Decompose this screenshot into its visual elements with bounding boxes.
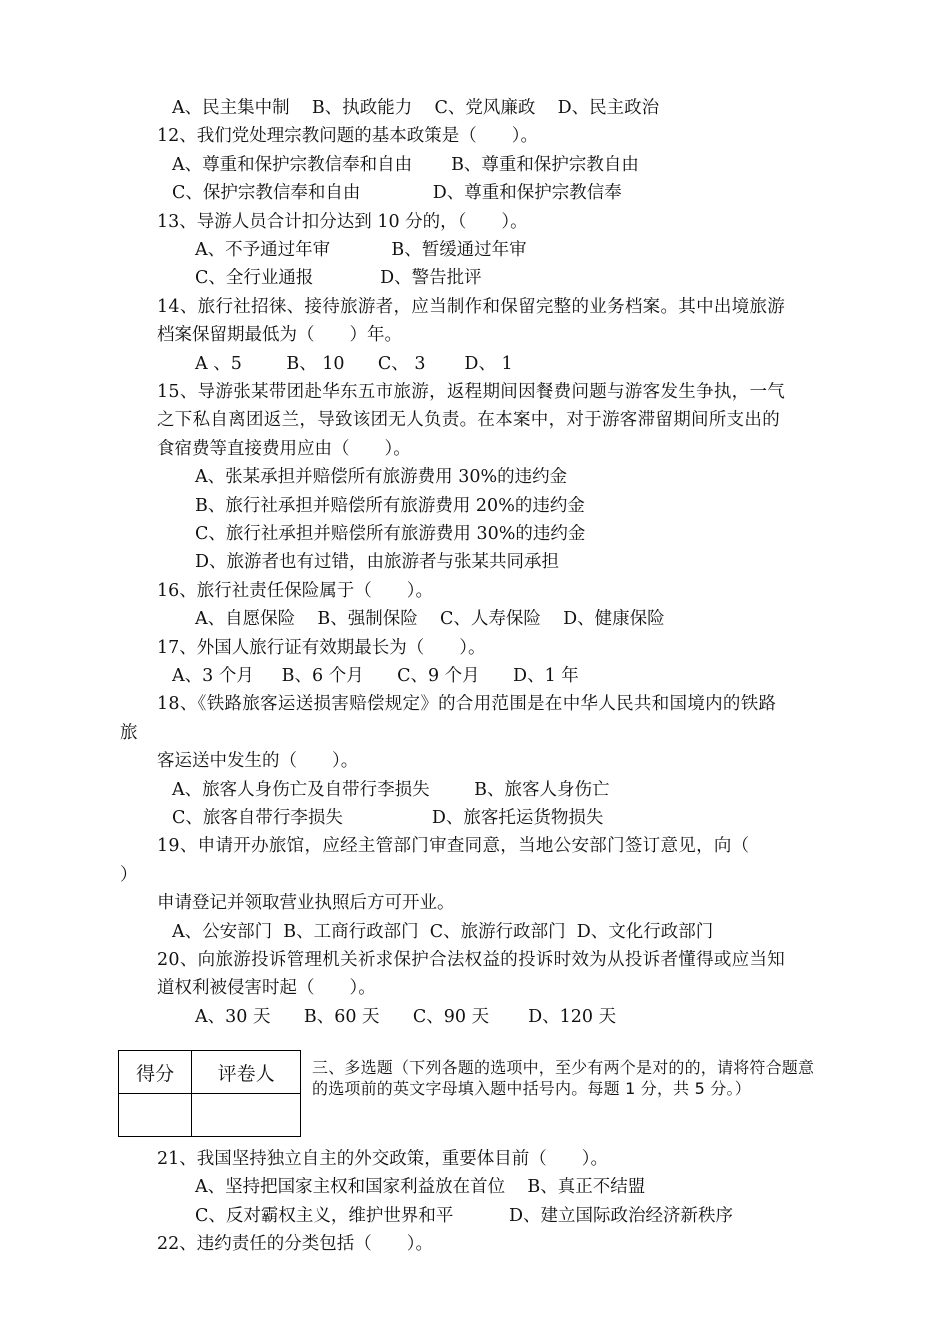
question-14-line1: 14、旅行社招徕、接待旅游者，应当制作和保留完整的业务档案。其中出境旅游 (157, 297, 786, 317)
score-header: 得分 (119, 1051, 192, 1094)
q18-options-row2: C、旅客自带行李损失 D、旅客托运货物损失 (172, 808, 604, 828)
q17-options: A、3 个月 B、6 个月 C、9 个月 D、1 年 (172, 666, 579, 686)
question-20-line1: 20、向旅游投诉管理机关祈求保护合法权益的投诉时效为从投诉者懂得或应当知 (157, 950, 786, 970)
question-19-line1: 19、申请开办旅馆，应经主管部门审查同意，当地公安部门签订意见，向（ (157, 836, 750, 856)
question-21: 21、我国坚持独立自主的外交政策，重要体目前（ ）。 (157, 1149, 609, 1169)
grader-header: 评卷人 (192, 1051, 301, 1094)
q16-options: A、自愿保险 B、强制保险 C、人寿保险 D、健康保险 (195, 609, 665, 629)
q14-options: A 、5 B、 10 C、 3 D、 1 (195, 354, 513, 374)
question-13: 13、导游人员合计扣分达到 10 分的，（ ）。 (157, 212, 528, 232)
q12-options-row2: C、保护宗教信奉和自由 D、尊重和保护宗教信奉 (172, 183, 622, 203)
q18-options-row1: A、旅客人身伤亡及自带行李损失 B、旅客人身伤亡 (172, 780, 610, 800)
q12-options-row1: A、尊重和保护宗教信奉和自由 B、尊重和保护宗教自由 (172, 155, 639, 175)
question-18-line1: 18、《铁路旅客运送损害赔偿规定》的合用范围是在中华人民共和国境内的铁路 (157, 694, 777, 714)
q15-option-b: B、旅行社承担并赔偿所有旅游费用 20%的违约金 (195, 496, 585, 516)
q13-options-row1: A、不予通过年审 B、暂缓通过年审 (195, 240, 527, 260)
grader-cell[interactable] (192, 1094, 301, 1137)
question-15-line3: 食宿费等直接费用应由（ ）。 (157, 439, 411, 459)
q15-option-c: C、旅行社承担并赔偿所有旅游费用 30%的违约金 (195, 524, 586, 544)
question-19-line3: 申请登记并领取营业执照后方可开业。 (157, 893, 455, 913)
question-14-line2: 档案保留期最低为（ ）年。 (157, 325, 402, 345)
question-15-line2: 之下私自离团返兰，导致该团无人负责。在本案中，对于游客滞留期间所支出的 (157, 410, 780, 430)
section-heading-multiple-choice: 三、多选题（下列各题的选项中，至少有两个是对的的，请将符合题意的选项前的英文字母填入题中括号内。每题 1 分，共 5 分。） (312, 1058, 815, 1098)
score-table (118, 1050, 301, 1137)
question-19-line2: ） (120, 865, 138, 885)
q15-option-a: A、张某承担并赔偿所有旅游费用 30%的违约金 (195, 467, 568, 487)
question-22: 22、违约责任的分类包括（ ）。 (157, 1234, 434, 1254)
q20-options: A、30 天 B、60 天 C、90 天 D、120 天 (195, 1007, 617, 1027)
q11-options: A、民主集中制 B、执政能力 C、党风廉政 D、民主政治 (172, 98, 660, 118)
q15-option-d: D、旅游者也有过错，由旅游者与张某共同承担 (195, 552, 560, 572)
q21-options-row1: A、坚持把国家主权和国家利益放在首位 B、真正不结盟 (195, 1177, 646, 1197)
question-18-line3: 客运送中发生的（ ）。 (157, 751, 359, 771)
question-20-line2: 道权利被侵害时起（ ）。 (157, 978, 376, 998)
score-cell[interactable] (119, 1094, 192, 1137)
q19-options: A、公安部门 B、工商行政部门 C、旅游行政部门 D、文化行政部门 (172, 922, 714, 942)
question-18-line2: 旅 (120, 723, 138, 743)
question-15-line1: 15、导游张某带团赴华东五市旅游，返程期间因餐费问题与游客发生争执，一气 (157, 382, 786, 402)
question-17: 17、外国人旅行证有效期最长为（ ）。 (157, 638, 486, 658)
q21-options-row2: C、反对霸权主义，维护世界和平 D、建立国际政治经济新秩序 (195, 1206, 734, 1226)
question-16: 16、旅行社责任保险属于（ ）。 (157, 581, 434, 601)
q13-options-row2: C、全行业通报 D、警告批评 (195, 268, 482, 288)
question-12: 12、我们党处理宗教问题的基本政策是（ ）。 (157, 126, 539, 146)
